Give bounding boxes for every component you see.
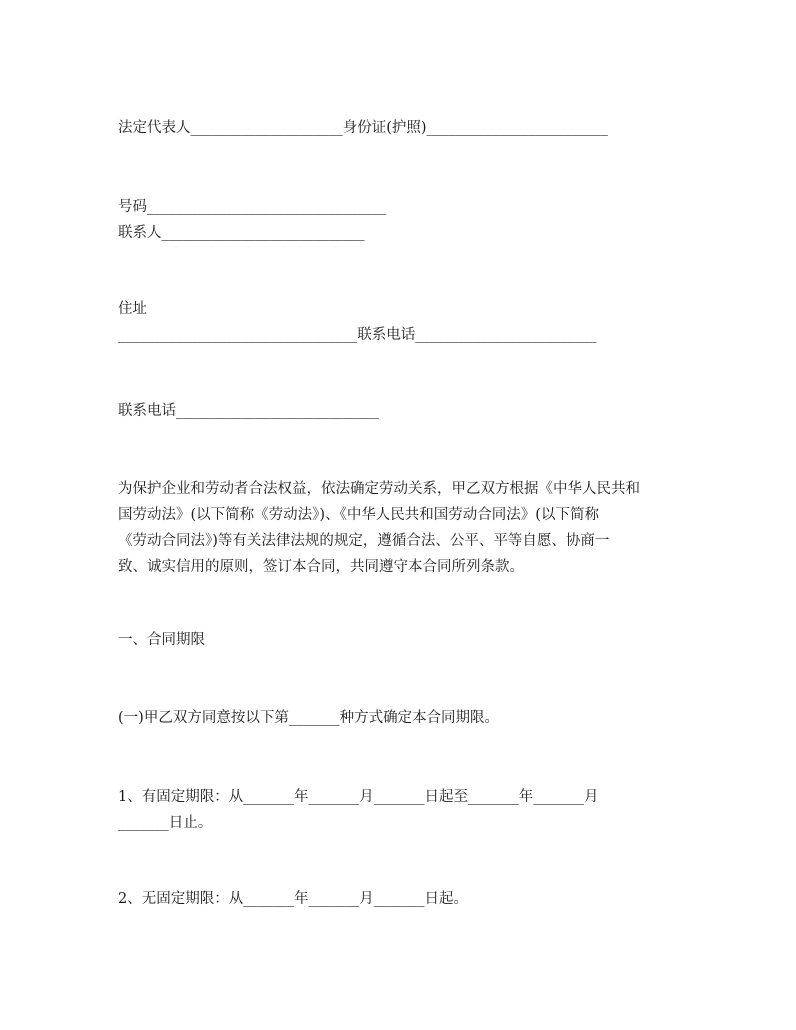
open-term-line: 2、无固定期限：从_______年_______月_______日起。	[118, 891, 468, 907]
preamble-line: 国劳动法》(以下简称《劳动法》)、《中华人民共和国劳动合同法》(以下简称	[118, 507, 599, 523]
clause-term-method: (一)甲乙双方同意按以下第_______种方式确定本合同期限。	[118, 710, 500, 726]
contact-person-line: 联系人____________________________	[118, 225, 365, 241]
address-label: 住址	[118, 301, 147, 317]
preamble-line: 致、诚实信用的原则，签订本合同，共同遵守本合同所列条款。	[118, 559, 524, 575]
fixed-term-line: 1、有固定期限：从_______年_______月_______日起至_______年_______月	[118, 789, 599, 805]
preamble-line: 为保护企业和劳动者合法权益，依法确定劳动关系，甲乙双方根据《中华人民共和	[118, 481, 640, 497]
preamble-paragraph	[118, 476, 698, 580]
phone-line: 联系电话____________________________	[118, 403, 379, 419]
legal-representative-line: 法定代表人_____________________身份证(护照)_________________________	[118, 120, 608, 136]
address-phone-line: _________________________________联系电话_________________________	[118, 327, 597, 343]
fixed-term-line-continued: _______日止。	[118, 815, 213, 831]
section-title-contract-term: 一、合同期限	[118, 632, 205, 648]
id-number-line: 号码_________________________________	[118, 199, 387, 215]
preamble-line: 《劳动合同法》)等有关法律法规的规定，遵循合法、公平、平等自愿、协商一	[118, 533, 610, 549]
